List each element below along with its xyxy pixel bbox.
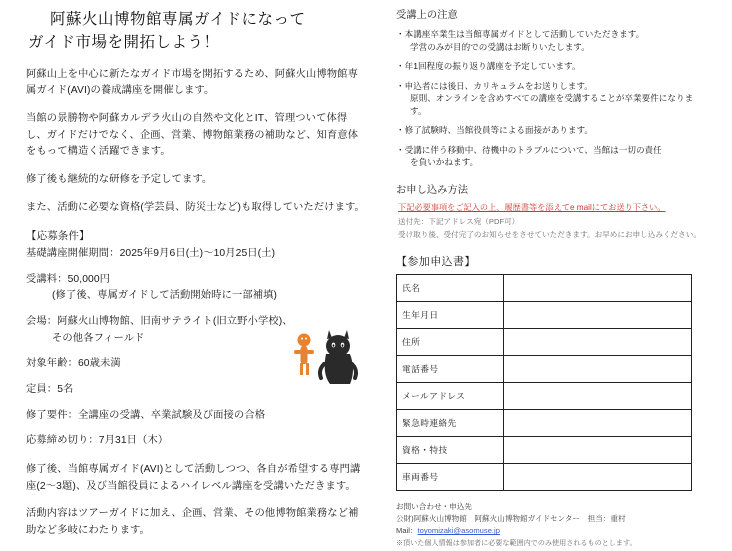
note-text: ・申込者には後日、カリキュラムをお送りします。 [396,80,593,91]
period-line: 基礎講座開催期間：2025年9月6日(土)〜10月25日(土) [26,248,276,259]
form-label-cell: 緊急時連絡先 [397,409,504,436]
form-label-cell: 氏名 [397,274,504,301]
form-title: 【参加申込書】 [396,255,476,268]
apply-red-note: 下記必要事項をご記入の上、履歴書等を添えてe mailにてお送り下さい。 [398,202,666,212]
note-item [396,144,708,169]
form-label-cell: 生年月日 [397,301,504,328]
contact-heading: お問い合わせ・申込先 [396,501,472,511]
table-row [397,436,692,463]
notes-heading: 受講上の注意 [396,10,458,21]
right-column [396,8,708,549]
page-title [28,8,366,55]
contact-block [396,501,708,549]
note-item [396,60,708,72]
note-text: ・受講に伴う移動中、待機中のトラブルについて、当館は一切の責任 [396,144,662,155]
form-input-cell[interactable] [504,463,692,490]
title-line-1: 阿蘇火山博物館専属ガイドになって [50,11,306,28]
left-column [26,8,366,551]
contact-org: 公財)阿蘇火山博物館 阿蘇火山博物館ガイドセンター [396,514,588,524]
form-input-cell[interactable] [504,328,692,355]
table-row [397,382,692,409]
form-label-cell: 資格・特技 [397,436,504,463]
form-input-cell[interactable] [504,274,692,301]
contact-org-line [396,513,708,525]
paragraph-2: 当館の景勝物や阿蘇カルデラ火山の自然や文化とIT、管理ついて体得し、ガイドだけでなく、企画、営業、博物館業務の補助など、知育意体をもって構造く活躍できます。 [26,112,359,158]
capacity-line: 定員：5名 [26,384,74,396]
note-item [396,28,708,53]
title-line-2: ガイド市場を開拓しよう！ [28,34,220,52]
note-subtext: 学営のみが目的での受講はお断りいたします。 [410,41,590,52]
venue-label: 会場：阿蘇火山博物館、旧南サテライト(旧立野小学校)、 [26,316,293,328]
apply-gray-note-2: 受け取り後、受付完了のお知らせをさせていただきます。お早めにお申し込みください。 [398,230,701,240]
mascot-illustration [288,330,358,392]
dark-creature-icon [320,330,356,384]
paragraph-3: 修了後も継続的な研修を予定してます。 [26,173,213,185]
form-input-cell[interactable] [504,382,692,409]
table-row [397,274,692,301]
table-row [397,328,692,355]
table-row [397,463,692,490]
fee-block [26,272,366,305]
table-row [397,355,692,382]
completion-line: 修了要件：全講座の受講、卒業試験及び面接の合格 [26,409,266,421]
form-input-cell[interactable] [504,355,692,382]
form-label-cell: 電話番号 [397,355,504,382]
form-input-cell[interactable] [504,436,692,463]
form-label-cell: メールアドレス [397,382,504,409]
note-item [396,80,708,117]
note-subtext: を負いかねます。 [410,157,479,168]
age-line: 対象年齢：60歳未満 [26,358,121,370]
application-form-table [396,274,692,491]
fee-note: (修了後、専属ガイドして活動開始時に一部補填) [52,290,278,302]
note-text: ・年1回程度の振り返り講座を予定しています。 [396,61,581,72]
table-row [397,409,692,436]
requirements-heading: 【応募条件】 [26,230,90,243]
contact-mail-line [396,525,708,537]
venue-sub: その他各フィールド [52,332,145,344]
apply-heading: お申し込み方法 [396,184,469,196]
paragraph-4: また、活動に必要な資格(学芸員、防災士など)も取得していただけます。 [26,201,365,213]
form-label-cell: 住所 [397,328,504,355]
contact-mail-link[interactable]: toyomizaki@asomuse.jp [417,526,500,536]
apply-gray-note-1: 送付先：下記アドレス宛（PDF可） [398,217,520,227]
orange-figure-icon [294,334,314,376]
contact-mail-label: Mail： [396,526,418,536]
after-paragraph-2: 活動内容はツアーガイドに加え、企画、営業、その他博物館業務など補助など多岐にわたります。 [26,508,359,537]
table-row [397,301,692,328]
note-text: ・本講座卒業生は当館専属ガイドとして活動していただきます。 [396,29,645,40]
deadline-line: 応募締め切り：7月31日（木） [26,435,169,447]
note-text: ・修了試験時、当館役員等による面接があります。 [396,125,593,136]
form-label-cell: 車両番号 [397,463,504,490]
after-paragraph-1: 修了後、当館専属ガイド(AVI)として活動しつつ、各自が希望する専門講座(2〜3題)、及び当館役員によるハイレベル講座を受講いただきます。 [26,464,361,492]
contact-person: 担当：重村 [587,514,626,524]
fee-label: 受講料：50,000円 [26,273,111,285]
note-subtext: 原則、オンラインを含めすべての講座を受講することが卒業要件になります。 [410,93,694,116]
note-item [396,124,708,136]
form-input-cell[interactable] [504,301,692,328]
form-input-cell[interactable] [504,409,692,436]
privacy-note: ※頂いた個人情報は参加者に必要な範囲内でのみ使用されるものとします。 [396,538,637,547]
intro-paragraph: 阿蘇山上を中心に新たなガイド市場を開拓するため、阿蘇火山博物館専属ガイド(AVI)の養成講座を開催します。 [26,68,358,97]
